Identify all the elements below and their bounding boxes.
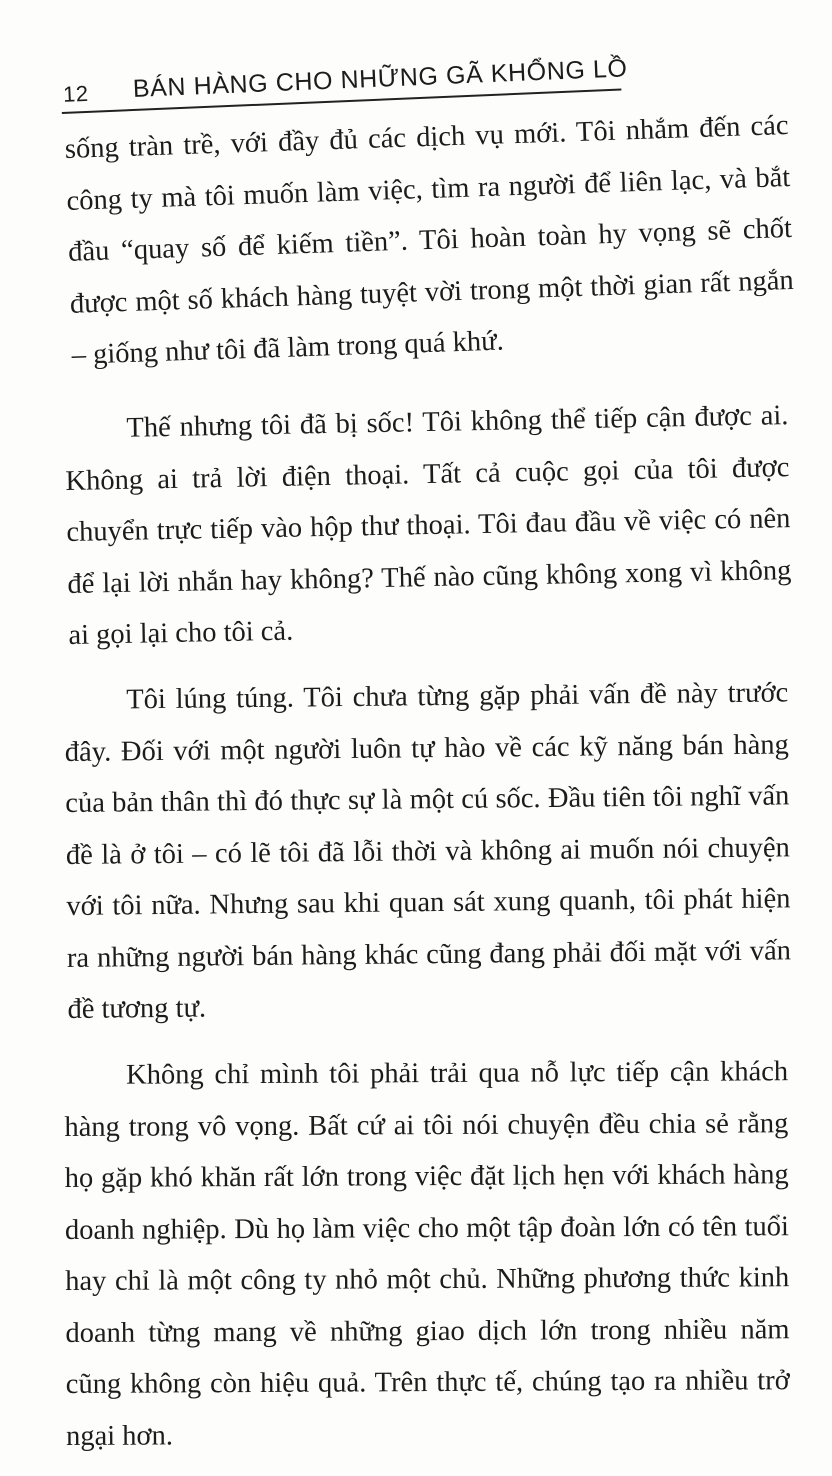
body-text [64,109,795,1476]
paragraph-continued: sống tràn trề, với đầy đủ các dịch vụ mới. Tôi nhắm đến các công ty mà tôi muốn làm việc, tìm ra người để liên lạc, và bắt đầu “quay số để kiếm tiền”. Tôi hoàn toàn hy vọng sẽ chốt được một số khách hàng tuyệt vời trong một thời gian rất ngắn – giống như tôi đã làm trong quá khứ. [64,109,795,371]
paragraph: Tôi lúng túng. Tôi chưa từng gặp phải vấn đề này trước đây. Đối với một người luôn tự hào về các kỹ năng bán hàng của bản thân thì đó thực sự là một cú sốc. Đầu tiên tôi nghĩ vấn đề là ở tôi – có lẽ tôi đã lỗi thời và không ai muốn nói chuyện với tôi nữa. Nhưng sau khi quan sát xung quanh, tôi phát hiện ra những người bán hàng khác cũng đang phải đối mặt với vấn đề tương tự. [64,677,792,1025]
paragraph: Thế nhưng tôi đã bị sốc! Tôi không thể tiếp cận được ai. Không ai trả lời điện thoại. Tất cả cuộc gọi của tôi được chuyển trực tiếp vào hộp thư thoại. Tôi đau đầu về việc có nên để lại lời nhắn hay không? Thế nào cũng không xong vì không ai gọi lại cho tôi cả. [65,399,792,651]
running-header [59,15,629,116]
paragraph: Không chỉ mình tôi phải trải qua nỗ lực tiếp cận khách hàng trong vô vọng. Bất cứ ai tôi nói chuyện đều chia sẻ rằng họ gặp khó khăn rất lớn trong việc đặt lịch hẹn với khách hàng doanh nghiệp. Dù họ làm việc cho một tập đoàn lớn có tên tuổi hay chỉ là một công ty nhỏ một chủ. Những phương thức kinh doanh từng mang về những giao dịch lớn trong nhiều năm cũng không còn hiệu quả. Trên thực tế, chúng tạo ra nhiều trở ngại hơn. [64,1055,790,1451]
book-title: BÁN HÀNG CHO NHỮNG GÃ KHỔNG LỒ [132,54,629,103]
page-number: 12 [62,80,90,107]
